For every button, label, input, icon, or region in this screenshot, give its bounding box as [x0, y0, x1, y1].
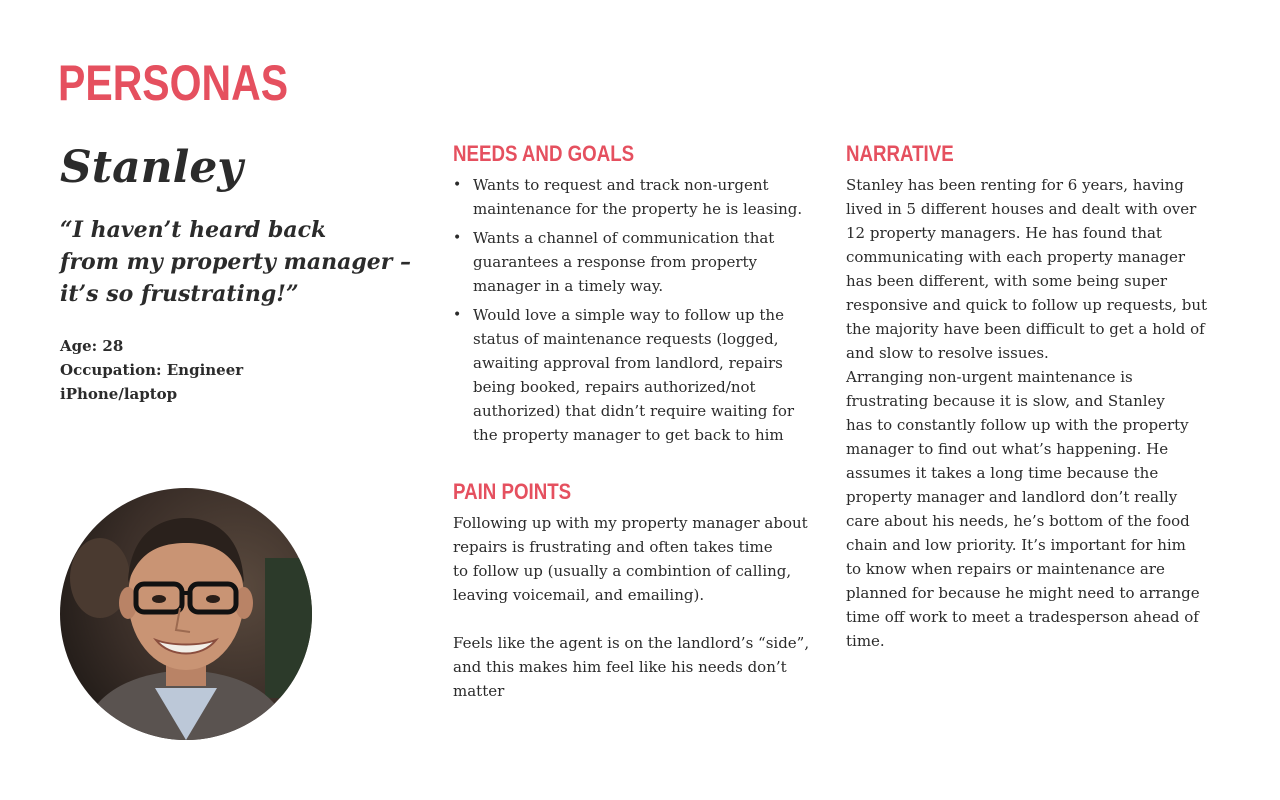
line: to know when repairs or maintenance are [846, 560, 1165, 578]
avatar [60, 488, 312, 740]
line: Arranging non-urgent maintenance is [846, 368, 1133, 386]
line: time. [846, 632, 885, 650]
persona-details [60, 334, 243, 406]
line: frustrating because it is slow, and Stanley [846, 392, 1165, 410]
line: has to constantly follow up with the property [846, 416, 1189, 434]
line: chain and low priority. It’s important for him [846, 536, 1186, 554]
quote-line: “I haven’t heard back [60, 217, 327, 243]
line: • Would love a simple way to follow up the [473, 306, 784, 324]
line: lived in 5 different houses and dealt with over [846, 200, 1197, 218]
line: 12 property managers. He has found that [846, 224, 1162, 242]
page-title: PERSONAS [58, 55, 289, 111]
pain-points [453, 511, 833, 727]
line: has been different, with some being super [846, 272, 1168, 290]
pain-paragraph [453, 631, 833, 703]
line: guarantees a response from property [473, 253, 758, 271]
line: matter [453, 682, 505, 700]
line: and this makes him feel like his needs don’t [453, 658, 787, 676]
line: planned for because he might need to arrange [846, 584, 1200, 602]
line: being booked, repairs authorized/not [473, 378, 756, 396]
line: Following up with my property manager about [453, 514, 808, 532]
pain-points-heading: PAIN POINTS [453, 479, 572, 504]
line: the majority have been difficult to get a hold of [846, 320, 1205, 338]
line: manager in a timely way. [473, 277, 664, 295]
line: • Wants a channel of communication that [473, 229, 775, 247]
line: maintenance for the property he is leasing. [473, 200, 803, 218]
line: to follow up (usually a combintion of calling, [453, 562, 792, 580]
persona-devices: iPhone/laptop [60, 385, 178, 403]
quote-line: from my property manager – [60, 249, 412, 275]
line: leaving voicemail, and emailing). [453, 586, 705, 604]
narrative-text [846, 173, 1246, 653]
line: Feels like the agent is on the landlord’s “side”, [453, 634, 810, 652]
persona-quote [60, 214, 440, 310]
pain-paragraph [453, 511, 833, 607]
line: manager to find out what’s happening. He [846, 440, 1169, 458]
quote-line: it’s so frustrating!” [60, 281, 299, 307]
line: assumes it takes a long time because the [846, 464, 1159, 482]
list-item [453, 226, 833, 298]
line: status of maintenance requests (logged, [473, 330, 779, 348]
list-item [453, 173, 833, 221]
needs-goals-list [453, 173, 833, 452]
persona-occupation: Occupation: Engineer [60, 361, 244, 379]
person-photo-icon [60, 488, 312, 740]
line: property manager and landlord don’t really [846, 488, 1178, 506]
line: communicating with each property manager [846, 248, 1186, 266]
line: awaiting approval from landlord, repairs [473, 354, 783, 372]
line: Stanley has been renting for 6 years, having [846, 176, 1184, 194]
line: time off work to meet a tradesperson ahead of [846, 608, 1199, 626]
line: care about his needs, he’s bottom of the food [846, 512, 1190, 530]
line: authorized) that didn’t require waiting for [473, 402, 795, 420]
line: • Wants to request and track non-urgent [473, 176, 769, 194]
line: responsive and quick to follow up requests, but [846, 296, 1208, 314]
line: and slow to resolve issues. [846, 344, 1049, 362]
persona-age: Age: 28 [60, 337, 124, 355]
narrative-heading: NARRATIVE [846, 141, 954, 166]
line: repairs is frustrating and often takes time [453, 538, 773, 556]
needs-goals-heading: NEEDS AND GOALS [453, 141, 635, 166]
line: the property manager to get back to him [473, 426, 784, 444]
persona-name: Stanley [60, 142, 243, 193]
list-item [453, 303, 833, 447]
